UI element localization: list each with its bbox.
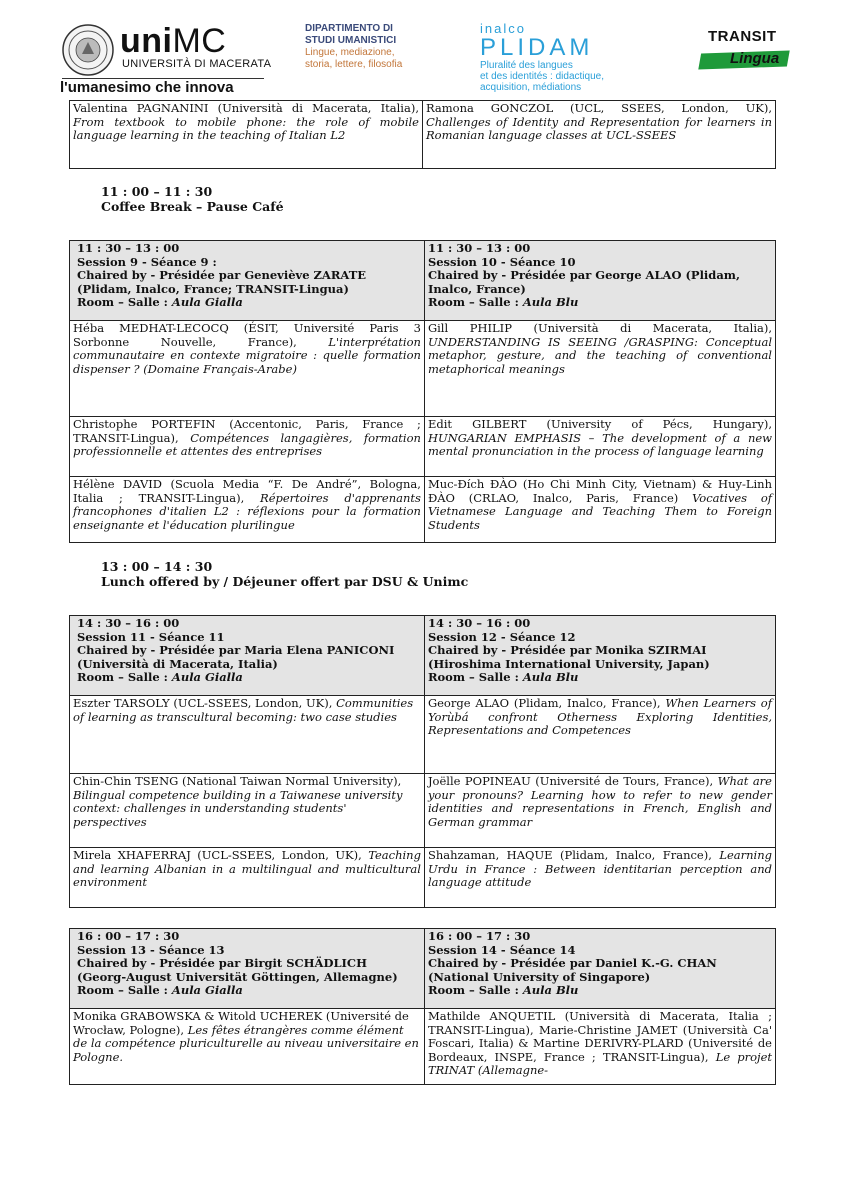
- paper-author: George ALAO (Plidam, Inalco, France),: [427, 696, 661, 710]
- inalco-text: inalco: [480, 21, 526, 36]
- university-motto: l'umanesimo che innova: [60, 79, 234, 96]
- paper-title: Challenges of Identity and Representation for learners in Romanian language classes at UCL-SSEES: [426, 114, 772, 142]
- paper-title: Communities of learning as transcultural becoming: two case studies: [73, 696, 414, 724]
- session-chair: Chaired by - Présidée par George ALAO (Plidam, Inalco, France): [427, 268, 740, 296]
- department-sub-2: storia, lettere, filosofia: [305, 59, 403, 70]
- session-room: [428, 984, 772, 998]
- paper-title: Learning Urdu in France : Between identitarian perception and language attitude: [427, 848, 773, 889]
- room-label: Room – Salle :: [427, 295, 519, 309]
- lunch-break: [101, 559, 468, 589]
- paper-author: Edit GILBERT (University of Pécs, Hungary),: [427, 417, 772, 431]
- department-line-1: DIPARTIMENTO DI: [305, 23, 393, 34]
- session-header-row: [70, 616, 776, 696]
- paper-title: Bilingual competence building in a Taiwanese university context: challenges in understanding students' perspectives: [73, 787, 403, 829]
- paper-title: Le projet TRINAT (Allemagne-: [427, 1049, 773, 1077]
- paper-title: From textbook to mobile phone: the role of mobile language learning in the teaching of Italian L2: [73, 114, 419, 142]
- session-chair-affiliation: (Hiroshima International University, Japan): [427, 656, 710, 671]
- session-chair-affiliation: (Plidam, Inalco, France; TRANSIT-Lingua): [77, 281, 349, 296]
- session-chair-affiliation: (Georg-August Universität Göttingen, Allemagne): [77, 969, 398, 984]
- paper-title: Répertoires d'apprenants francophones d'italien L2 : réflexions pour la formation enseignante et l'éducation plurilingue: [73, 490, 421, 532]
- paper-author: Gill PHILIP (Università di Macerata, Italia),: [427, 321, 772, 335]
- session-chair: Chaired by - Présidée par Geneviève ZARATE: [77, 268, 367, 282]
- paper-author: Joëlle POPINEAU (Université de Tours, France),: [427, 774, 714, 788]
- session-chair: Chaired by - Présidée par Birgit SCHÄDLICH: [77, 956, 367, 970]
- table-row: [70, 696, 776, 774]
- paper-title: Les fêtes étrangères comme élément de la compétence pluriculturelle au niveau universitaire en Pologne.: [73, 1022, 419, 1064]
- session-time: 11 : 30 – 13 : 00: [77, 241, 180, 255]
- paper-title: L'interprétation communautaire en contexte migratoire : quelle formation dispenser ? (Domaine Français-Arabe): [73, 334, 421, 376]
- table-row: [70, 774, 776, 848]
- university-name: UNIVERSITÀ DI MACERATA: [122, 58, 272, 70]
- session-11-header: [70, 616, 425, 696]
- session-header-row: [70, 241, 776, 321]
- paper-author: Eszter TARSOLY (UCL-SSEES, London, UK),: [73, 696, 333, 710]
- paper-author: Ramona GONCZOL (UCL, SSEES, London, UK),: [426, 101, 772, 115]
- unimc-logo: [120, 24, 226, 58]
- paper-author: Héba MEDHAT-LECOCQ (ÉSIT, Université Paris 3 Sorbonne Nouvelle, France),: [73, 321, 421, 349]
- session-time: 14 : 30 – 16 : 00: [77, 616, 180, 630]
- paper-cell: [424, 417, 775, 477]
- room-label: Room – Salle :: [77, 295, 168, 309]
- page-header: [0, 0, 848, 100]
- paper-cell: [70, 417, 425, 477]
- paper-author: Mirela XHAFERRAJ (UCL-SSEES, London, UK),: [73, 848, 362, 862]
- paper-author: Muc-Đích ĐÀO (Ho Chi Minh City, Vietnam) & Huy-Linh ĐÀO (CRLAO, Inalco, Paris, France): [427, 477, 772, 505]
- paper-cell: [70, 1009, 425, 1085]
- paper-cell: [70, 477, 425, 543]
- department-line-2: STUDI UMANISTICI: [305, 35, 397, 46]
- paper-cell: [424, 696, 775, 774]
- transit-text: TRANSIT: [708, 28, 777, 45]
- top-continuation-table: [69, 100, 776, 169]
- session-10-header: [424, 241, 775, 321]
- paper-title: Vocatives of Vietnamese Language and Teaching Them to Foreign Students: [427, 490, 773, 532]
- table-row: [70, 101, 776, 169]
- session-title: Session 14 - Séance 14: [427, 942, 576, 957]
- room-label: Room – Salle :: [427, 670, 519, 684]
- session-room: [77, 671, 421, 685]
- paper-author: Valentina PAGNANINI (Università di Macerata, Italia),: [73, 101, 419, 115]
- room-name: Aula Gialla: [171, 670, 243, 684]
- session-title: Session 9 - Séance 9 :: [77, 254, 217, 269]
- session-header-row: [70, 929, 776, 1009]
- session-9-header: [70, 241, 425, 321]
- session-title: Session 12 - Séance 12: [427, 629, 576, 644]
- table-row: [70, 477, 776, 543]
- session-room: [428, 296, 772, 310]
- session-chair: Chaired by - Présidée par Daniel K.-G. CHAN: [427, 956, 717, 970]
- paper-cell: [70, 101, 423, 169]
- paper-title: When Learners of Yorùbá confront Otherness Exploring Identities, Representations and Competences: [427, 696, 772, 737]
- session-title: Session 10 - Séance 10: [427, 254, 576, 269]
- break-label: Lunch offered by / Déjeuner offert par DSU & Unimc: [101, 574, 469, 589]
- session-room: [428, 671, 772, 685]
- session-14-header: [424, 929, 775, 1009]
- session-12-header: [424, 616, 775, 696]
- paper-author: Chin-Chin TSENG (National Taiwan Normal University),: [73, 774, 402, 788]
- session-time: 11 : 30 – 13 : 00: [427, 241, 531, 255]
- room-name: Aula Gialla: [171, 983, 243, 997]
- paper-title: HUNGARIAN EMPHASIS – The development of a new mental pronunciation in the process of language learning: [427, 430, 772, 458]
- session-chair: Chaired by - Présidée par Maria Elena PANICONI: [77, 643, 395, 657]
- department-logo: [305, 23, 402, 71]
- break-time: 11 : 00 – 11 : 30: [101, 184, 213, 199]
- table-row: [70, 321, 776, 417]
- unimc-logo-bold: uni: [120, 22, 173, 60]
- sessions-11-12-table: [69, 615, 776, 908]
- paper-title: Teaching and learning Albanian in a multilingual and multicultural environment: [73, 848, 421, 889]
- plidam-sub-3: acquisition, médiations: [480, 82, 582, 93]
- table-row: [70, 417, 776, 477]
- paper-title: Compétences langagières, formation professionnelle et attentes des entreprises: [73, 430, 421, 458]
- session-room: [77, 296, 421, 310]
- session-chair-affiliation: (Università di Macerata, Italia): [77, 656, 278, 671]
- paper-author: Shahzaman, HAQUE (Plidam, Inalco, France),: [427, 848, 712, 862]
- paper-cell: [70, 774, 425, 848]
- session-13-header: [70, 929, 425, 1009]
- plidam-sub-2: et des identités : didactique,: [480, 71, 604, 82]
- room-name: Aula Blu: [522, 295, 579, 309]
- plidam-logo: [480, 22, 604, 93]
- table-row: [70, 1009, 776, 1085]
- room-label: Room – Salle :: [77, 670, 168, 684]
- room-name: Aula Gialla: [171, 295, 243, 309]
- paper-title: UNDERSTANDING IS SEEING /GRASPING: Conceptual metaphor, gesture, and the teaching of conventional metaphorical meanings: [427, 334, 772, 376]
- paper-cell: [424, 1009, 775, 1085]
- department-sub-1: Lingue, mediazione,: [305, 47, 395, 58]
- unimc-logo-light: MC: [172, 22, 227, 60]
- coffee-break: [101, 184, 284, 214]
- session-room: [77, 984, 421, 998]
- paper-author: Christophe PORTEFIN (Accentonic, Paris, France ; TRANSIT-Lingua),: [73, 417, 421, 445]
- break-label: Coffee Break – Pause Café: [101, 199, 284, 214]
- session-time: 16 : 00 – 17 : 30: [77, 929, 180, 943]
- session-chair-affiliation: (National University of Singapore): [427, 969, 651, 984]
- paper-cell: [424, 477, 775, 543]
- room-label: Room – Salle :: [77, 983, 168, 997]
- session-time: 14 : 30 – 16 : 00: [427, 616, 531, 630]
- paper-author: Monika GRABOWSKA & Witold UCHEREK (Université de Wrocław, Pologne),: [73, 1009, 409, 1037]
- paper-cell: [70, 848, 425, 908]
- paper-cell: [424, 774, 775, 848]
- session-chair: Chaired by - Présidée par Monika SZIRMAI: [427, 643, 707, 657]
- plidam-text: PLIDAM: [480, 34, 594, 61]
- room-name: Aula Blu: [522, 983, 579, 997]
- transit-lingua-logo: [700, 22, 800, 82]
- university-seal-icon: [62, 24, 114, 76]
- session-time: 16 : 00 – 17 : 30: [427, 929, 531, 943]
- paper-cell: [423, 101, 776, 169]
- paper-title: What are your pronouns? Learning how to refer to new gender identities and representations in French, English and German grammar: [427, 774, 772, 829]
- paper-cell: [424, 848, 775, 908]
- lingua-text: Lingua: [730, 50, 780, 67]
- paper-author: Mathilde ANQUETIL (Università di Macerata, Italia ; TRANSIT-Lingua), Marie-Christine JAMET (Università Ca' Foscari, Italia) & Martine DERIVRY-PLARD (Université de Bordeaux, INSPE, France ; TRANSIT-Lingua),: [427, 1009, 772, 1064]
- room-label: Room – Salle :: [427, 983, 519, 997]
- session-title: Session 13 - Séance 13: [77, 942, 225, 957]
- table-row: [70, 848, 776, 908]
- sessions-13-14-table: [69, 928, 776, 1085]
- plidam-sub-1: Pluralité des langues: [480, 60, 573, 71]
- paper-cell: [70, 321, 425, 417]
- break-time: 13 : 00 – 14 : 30: [101, 559, 213, 574]
- session-title: Session 11 - Séance 11: [77, 629, 225, 644]
- paper-cell: [70, 696, 425, 774]
- paper-cell: [424, 321, 775, 417]
- sessions-9-10-table: [69, 240, 776, 543]
- paper-author: Hélène DAVID (Scuola Media “F. De André”, Bologna, Italia ; TRANSIT-Lingua),: [73, 477, 421, 505]
- room-name: Aula Blu: [522, 670, 579, 684]
